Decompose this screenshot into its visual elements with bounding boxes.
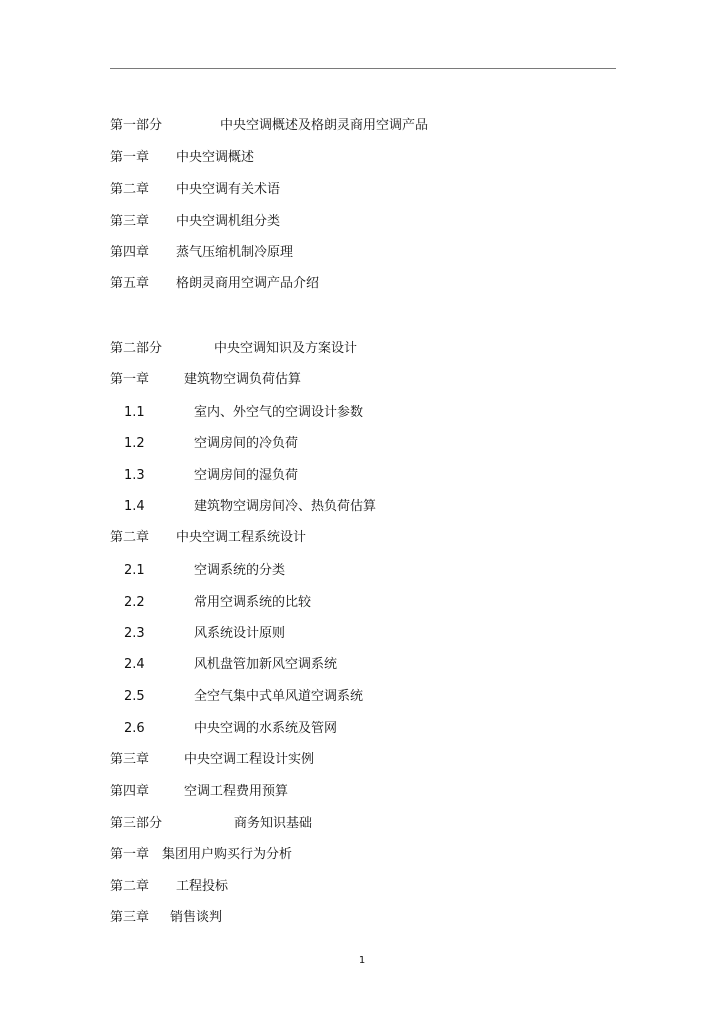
chapter-title: 集团用户购买行为分析 bbox=[162, 847, 293, 862]
section-number: 2.1 bbox=[124, 563, 145, 578]
chapter-label: 第五章 bbox=[110, 276, 150, 291]
chapter-title: 建筑物空调负荷估算 bbox=[184, 372, 302, 387]
chapter-label: 第三章 bbox=[110, 752, 150, 767]
page-number: 1 bbox=[358, 955, 366, 966]
chapter-label: 第一章 bbox=[110, 372, 150, 387]
section-number: 2.4 bbox=[124, 657, 145, 672]
section-title: 建筑物空调房间冷、热负荷估算 bbox=[194, 499, 377, 514]
part-label: 第二部分 bbox=[110, 341, 163, 356]
part-title: 中央空调知识及方案设计 bbox=[214, 341, 358, 356]
chapter-label: 第四章 bbox=[110, 784, 150, 799]
part-label: 第三部分 bbox=[110, 816, 163, 831]
chapter-title: 工程投标 bbox=[176, 879, 229, 894]
header-rule bbox=[110, 68, 616, 69]
chapter-title: 销售谈判 bbox=[170, 910, 223, 925]
section-title: 空调系统的分类 bbox=[194, 563, 286, 578]
chapter-label: 第四章 bbox=[110, 245, 150, 260]
chapter-title: 中央空调工程系统设计 bbox=[176, 530, 307, 545]
part-title: 中央空调概述及格朗灵商用空调产品 bbox=[220, 118, 429, 133]
part-label: 第一部分 bbox=[110, 118, 163, 133]
chapter-title: 中央空调机组分类 bbox=[176, 214, 281, 229]
section-number: 1.4 bbox=[124, 499, 145, 514]
chapter-title: 空调工程费用预算 bbox=[184, 784, 289, 799]
chapter-label: 第一章 bbox=[110, 847, 150, 862]
part-title: 商务知识基础 bbox=[234, 816, 313, 831]
section-number: 2.2 bbox=[124, 595, 145, 610]
section-title: 风机盘管加新风空调系统 bbox=[194, 657, 338, 672]
chapter-label: 第一章 bbox=[110, 150, 150, 165]
section-number: 1.2 bbox=[124, 436, 145, 451]
section-title: 全空气集中式单风道空调系统 bbox=[194, 689, 364, 704]
chapter-title: 中央空调有关术语 bbox=[176, 182, 281, 197]
section-title: 常用空调系统的比较 bbox=[194, 595, 312, 610]
section-number: 2.6 bbox=[124, 721, 145, 736]
chapter-title: 格朗灵商用空调产品介绍 bbox=[176, 276, 320, 291]
section-number: 1.3 bbox=[124, 468, 145, 483]
section-title: 空调房间的冷负荷 bbox=[194, 436, 299, 451]
chapter-title: 蒸气压缩机制冷原理 bbox=[176, 245, 294, 260]
chapter-label: 第二章 bbox=[110, 182, 150, 197]
section-title: 空调房间的湿负荷 bbox=[194, 468, 299, 483]
section-number: 2.5 bbox=[124, 689, 145, 704]
chapter-label: 第二章 bbox=[110, 530, 150, 545]
section-title: 室内、外空气的空调设计参数 bbox=[194, 405, 364, 420]
chapter-title: 中央空调概述 bbox=[176, 150, 255, 165]
section-number: 2.3 bbox=[124, 626, 145, 641]
chapter-title: 中央空调工程设计实例 bbox=[184, 752, 315, 767]
section-title: 中央空调的水系统及管网 bbox=[194, 721, 338, 736]
chapter-label: 第三章 bbox=[110, 214, 150, 229]
chapter-label: 第三章 bbox=[110, 910, 150, 925]
chapter-label: 第二章 bbox=[110, 879, 150, 894]
section-title: 风系统设计原则 bbox=[194, 626, 286, 641]
section-number: 1.1 bbox=[124, 405, 145, 420]
